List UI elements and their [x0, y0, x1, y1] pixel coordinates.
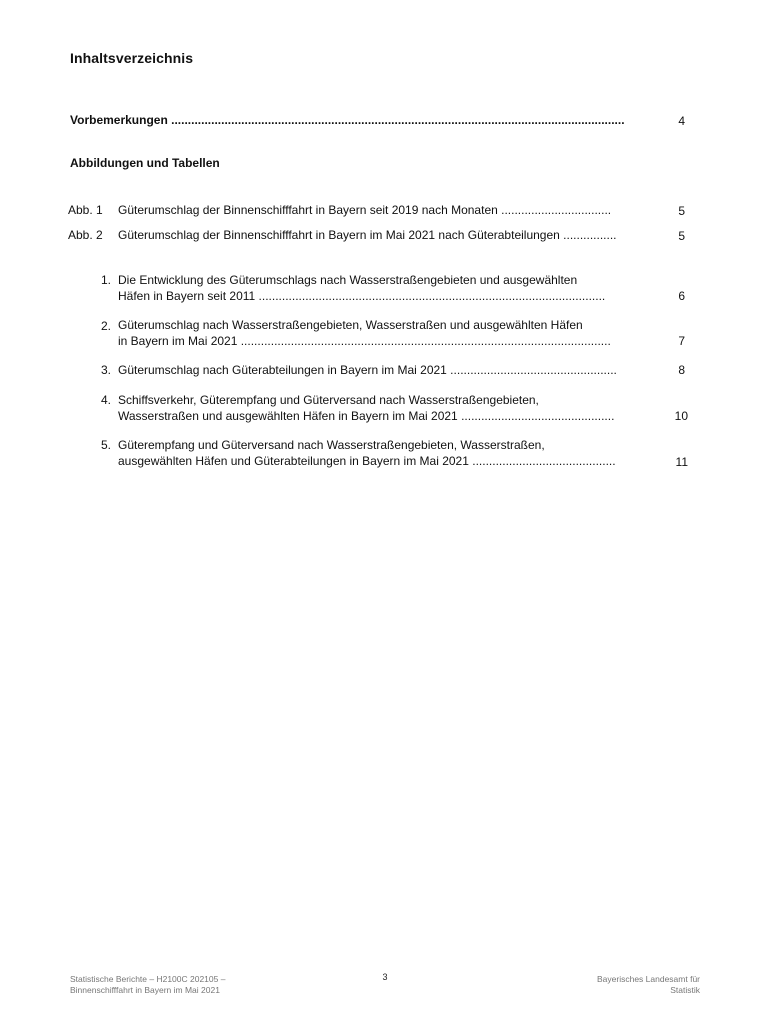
footer-series: Statistische Berichte – H2100C 202105 –	[70, 974, 226, 984]
footer-publisher: Bayerisches Landesamt für	[597, 974, 700, 984]
table-number: 4.	[101, 393, 112, 407]
toc-page-number: 6	[678, 289, 685, 303]
footer-report-title: Binnenschifffahrt in Bayern im Mai 2021	[70, 985, 220, 995]
figure-number: Abb. 1	[68, 203, 103, 217]
table-number: 1.	[101, 273, 112, 287]
toc-entry-table-2-line1[interactable]: Güterumschlag nach Wasserstraßengebieten, Wasserstraßen und ausgewählten Häfen	[118, 318, 583, 332]
toc-page-number: 11	[675, 455, 688, 469]
toc-entry-vorbemerkungen[interactable]: Vorbemerkungen ........................................................................................................................................	[70, 113, 625, 127]
toc-page-number: 5	[678, 229, 685, 243]
toc-entry-table-1-line2[interactable]: Häfen in Bayern seit 2011 ........................................................................................................	[118, 289, 606, 303]
section-heading: Abbildungen und Tabellen	[70, 156, 220, 170]
toc-entry-table-3[interactable]: Güterumschlag nach Güterabteilungen in Bayern im Mai 2021 ..................................................	[118, 363, 617, 377]
toc-page-number: 4	[678, 114, 685, 128]
toc-entry-table-4-line2[interactable]: Wasserstraßen und ausgewählten Häfen in Bayern im Mai 2021 ..............................................	[118, 409, 615, 423]
footer-publisher-line2: Statistik	[670, 985, 700, 995]
toc-entry-abb-1[interactable]: Güterumschlag der Binnenschifffahrt in Bayern seit 2019 nach Monaten .................................	[118, 203, 612, 217]
toc-page-number: 10	[674, 409, 688, 423]
toc-page-number: 7	[678, 334, 685, 348]
toc-entry-abb-2[interactable]: Güterumschlag der Binnenschifffahrt in Bayern im Mai 2021 nach Güterabteilungen ................	[118, 228, 617, 242]
table-number: 2.	[101, 319, 112, 333]
table-number: 5.	[101, 438, 112, 452]
figure-number: Abb. 2	[68, 228, 103, 242]
toc-entry-table-2-line2[interactable]: in Bayern im Mai 2021 ...............................................................................................................	[118, 334, 611, 348]
toc-entry-table-1-line1[interactable]: Die Entwicklung des Güterumschlags nach Wasserstraßengebieten und ausgewählten	[118, 273, 578, 287]
toc-entry-table-5-line1[interactable]: Güterempfang und Güterversand nach Wasserstraßengebieten, Wasserstraßen,	[118, 438, 545, 452]
page-title: Inhaltsverzeichnis	[70, 50, 194, 66]
footer-left	[70, 974, 330, 996]
toc-entry-table-5-line2[interactable]: ausgewählten Häfen und Güterabteilungen in Bayern im Mai 2021 ...........................................	[118, 454, 616, 468]
toc-page-number: 5	[678, 204, 685, 218]
footer-right	[520, 974, 700, 996]
toc-entry-table-4-line1[interactable]: Schiffsverkehr, Güterempfang und Güterversand nach Wasserstraßengebieten,	[118, 393, 539, 407]
toc-page-number: 8	[678, 363, 685, 377]
footer-page-number: 3	[382, 972, 388, 982]
table-number: 3.	[101, 363, 112, 377]
